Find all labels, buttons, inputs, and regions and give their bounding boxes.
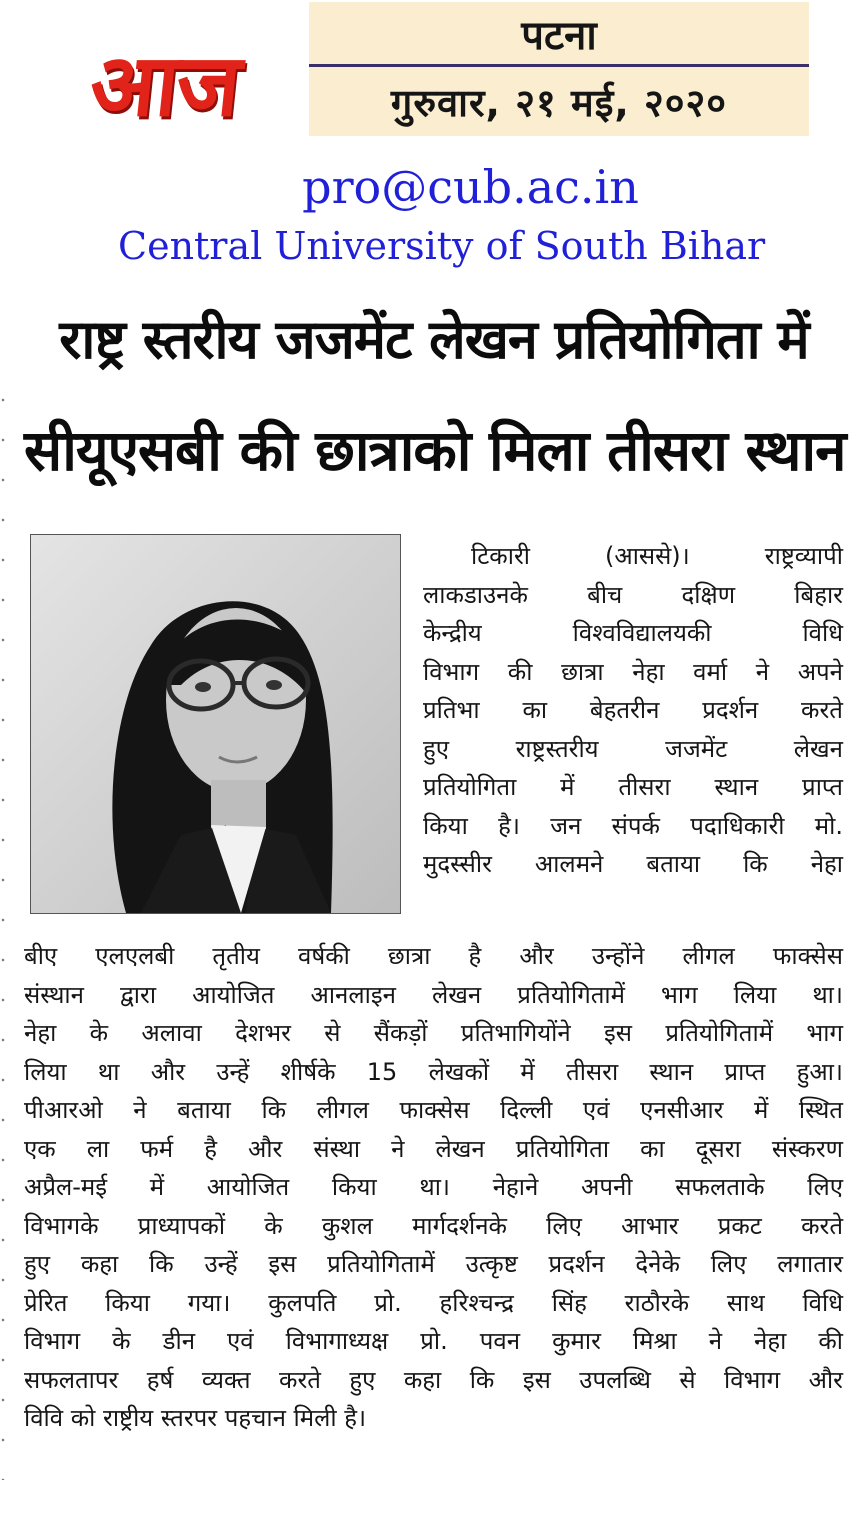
article-line: सफलतापर हर्ष व्यक्त करते हुए कहा कि इस उपलब्धि से विभाग और (24, 1365, 843, 1394)
headline-line-2: सीयूएसबी की छात्राको मिला तीसरा स्थान (24, 419, 846, 484)
contact-email: pro@cub.ac.in (302, 160, 639, 214)
article-line: हुए राष्ट्रस्तरीय जजमेंट लेखन (423, 734, 843, 763)
headline-line-1: राष्ट्र स्तरीय जजमेंट लेखन प्रतियोगिता में (59, 308, 809, 371)
article-line: प्रतिभा का बेहतरीन प्रदर्शन करते (423, 696, 843, 724)
article-line: विभाग के डीन एवं विभागाध्यक्ष प्रो. पवन कुमार मिश्रा ने नेहा की (24, 1327, 843, 1355)
article-line: लिया था और उन्हें शीर्षके 15 लेखकों में तीसरा स्थान प्राप्त हुआ। (24, 1057, 843, 1086)
article-line: प्रेरित किया गया। कुलपति प्रो. हरिश्चन्द्र सिंह राठौरके साथ विधि (24, 1288, 843, 1317)
article-intro-column (423, 537, 843, 884)
dateline-divider (309, 64, 809, 67)
article-line: प्रतियोगिता में तीसरा स्थान प्राप्त (423, 773, 843, 801)
article-line: केन्द्रीय विश्वविद्यालयकी विधि (423, 619, 843, 647)
dateline-box (309, 2, 809, 136)
article-line: नेहा के अलावा देशभर से सैंकड़ों प्रतिभागियोंने इस प्रतियोगितामें भाग (24, 1019, 843, 1047)
article-line: बीए एलएलबी तृतीय वर्षकी छात्रा है और उन्होंने लीगल फाक्सेस (24, 942, 843, 970)
article-body (24, 937, 843, 1438)
article-line: पीआरओ ने बताया कि लीगल फाक्सेस दिल्ली एवं एनसीआर में स्थित (24, 1096, 843, 1124)
article-line: विभागके प्राध्यापकों के कुशल मार्गदर्शनके लिए आभार प्रकट करते (24, 1211, 843, 1240)
article-line: विवि को राष्ट्रीय स्तरपर पहचान मिली है। (24, 1404, 367, 1432)
student-portrait-photo (30, 534, 401, 914)
page-edge-marks (0, 380, 6, 1480)
article-line: टिकारी (आससे)। राष्ट्रव्यापी (471, 542, 843, 570)
article-line: हुए कहा कि उन्हें इस प्रतियोगितामें उत्कृष्ट प्रदर्शन देनेके लिए लगातार (24, 1250, 843, 1278)
newspaper-logo (30, 26, 300, 138)
article-line: विभाग की छात्रा नेहा वर्मा ने अपने (423, 657, 843, 686)
article-line: लाकडाउनके बीच दक्षिण बिहार (423, 580, 843, 609)
article-line: अप्रैल-मई में आयोजित किया था। नेहाने अपनी सफलताके लिए (24, 1173, 843, 1201)
edition-date: गुरुवार, २१ मई, २०२० (390, 81, 728, 125)
article-line: मुदस्सीर आलमने बताया कि नेहा (423, 850, 843, 878)
article-line: संस्थान द्वारा आयोजित आनलाइन लेखन प्रतियोगितामें भाग लिया था। (24, 980, 843, 1009)
article-line: एक ला फर्म है और संस्था ने लेखन प्रतियोगिता का दूसरा संस्करण (24, 1134, 843, 1163)
edition-city: पटना (521, 13, 597, 59)
student-portrait-icon (31, 535, 400, 913)
article-line: किया है। जन संपर्क पदाधिकारी मो. (423, 811, 843, 840)
university-name: Central University of South Bihar (118, 224, 766, 268)
logo-text: आज (85, 35, 244, 136)
